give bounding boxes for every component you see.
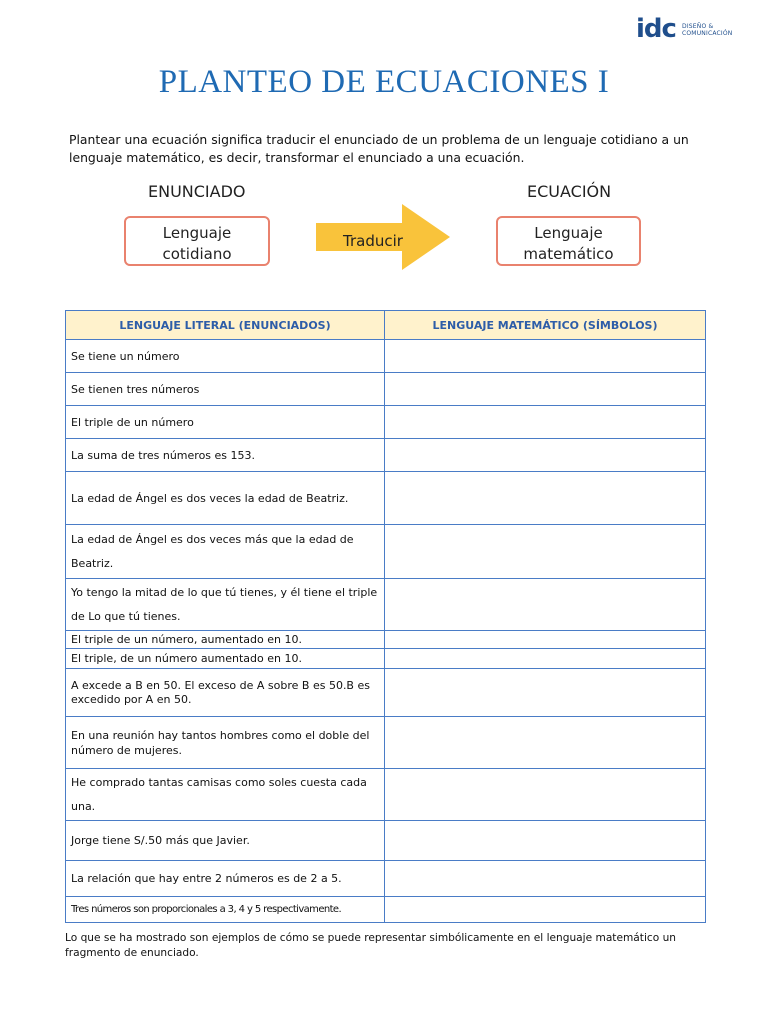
diagram-left-label: ENUNCIADO <box>148 182 246 201</box>
literal-cell: La edad de Ángel es dos veces la edad de Beatriz. <box>66 472 385 525</box>
literal-cell: En una reunión hay tantos hombres como el doble del número de mujeres. <box>66 717 385 769</box>
literal-cell: El triple de un número <box>66 406 385 439</box>
literal-cell: La relación que hay entre 2 números es de 2 a 5. <box>66 861 385 897</box>
math-cell[interactable] <box>385 631 706 649</box>
diagram-arrow-text: Traducir <box>343 232 403 250</box>
logo-line-2: COMUNICACIÓN <box>682 30 733 37</box>
math-cell[interactable] <box>385 769 706 821</box>
header-math: LENGUAJE MATEMÁTICO (SÍMBOLOS) <box>385 311 706 340</box>
table-row <box>66 439 706 472</box>
literal-cell: Tres números son proporcionales a 3, 4 y 5 respectivamente. <box>66 897 385 923</box>
math-cell[interactable] <box>385 439 706 472</box>
table-row <box>66 525 706 579</box>
table-row <box>66 472 706 525</box>
literal-cell: El triple de un número, aumentado en 10. <box>66 631 385 649</box>
footer-note: Lo que se ha mostrado son ejemplos de cómo se puede representar simbólicamente en el lenguaje matemático un fragmento de enunciado. <box>65 932 676 959</box>
table-row <box>66 669 706 717</box>
table-row <box>66 649 706 669</box>
table-row <box>66 579 706 631</box>
math-cell[interactable] <box>385 525 706 579</box>
math-cell[interactable] <box>385 861 706 897</box>
table-row <box>66 717 706 769</box>
math-cell[interactable] <box>385 897 706 923</box>
math-cell[interactable] <box>385 406 706 439</box>
table-row <box>66 821 706 861</box>
logo-subtitle <box>682 23 733 37</box>
logo-mark: idc <box>636 14 676 44</box>
table-row <box>66 340 706 373</box>
literal-cell: Jorge tiene S/.50 más que Javier. <box>66 821 385 861</box>
math-cell[interactable] <box>385 649 706 669</box>
table-row <box>66 373 706 406</box>
math-cell[interactable] <box>385 669 706 717</box>
equations-table <box>65 310 706 923</box>
table-row <box>66 769 706 821</box>
math-cell[interactable] <box>385 472 706 525</box>
literal-cell: Yo tengo la mitad de lo que tú tienes, y él tiene el triple de Lo que tú tienes. <box>66 579 385 631</box>
literal-cell: Se tienen tres números <box>66 373 385 406</box>
right-box-line-2: matemático <box>523 245 614 263</box>
literal-cell: He comprado tantas camisas como soles cuesta cada una. <box>66 769 385 821</box>
math-cell[interactable] <box>385 717 706 769</box>
diagram-right-box <box>496 216 641 266</box>
literal-cell: Se tiene un número <box>66 340 385 373</box>
idc-logo <box>636 14 746 46</box>
math-cell[interactable] <box>385 579 706 631</box>
literal-cell: La suma de tres números es 153. <box>66 439 385 472</box>
table-row <box>66 897 706 923</box>
table-row <box>66 406 706 439</box>
header-literal: LENGUAJE LITERAL (ENUNCIADOS) <box>66 311 385 340</box>
literal-cell: El triple, de un número aumentado en 10. <box>66 649 385 669</box>
math-cell[interactable] <box>385 340 706 373</box>
left-box-line-2: cotidiano <box>162 245 232 263</box>
diagram-left-box <box>124 216 270 266</box>
intro-paragraph: Plantear una ecuación significa traducir el enunciado de un problema de un lenguaje cotidiano a un lenguaje matemático, es decir, transformar el enunciado a una ecuación. <box>69 132 689 165</box>
diagram-right-label: ECUACIÓN <box>527 182 612 201</box>
page-title: PLANTEO DE ECUACIONES I <box>158 64 610 100</box>
logo-line-1: DISEÑO & <box>682 23 714 30</box>
literal-cell: A excede a B en 50. El exceso de A sobre B es 50.B es excedido por A en 50. <box>66 669 385 717</box>
table-row <box>66 631 706 649</box>
right-box-line-1: Lenguaje <box>534 224 603 242</box>
left-box-line-1: Lenguaje <box>162 224 232 242</box>
math-cell[interactable] <box>385 821 706 861</box>
table-header-row <box>66 311 706 340</box>
math-cell[interactable] <box>385 373 706 406</box>
literal-cell: La edad de Ángel es dos veces más que la edad de Beatriz. <box>66 525 385 579</box>
table-row <box>66 861 706 897</box>
